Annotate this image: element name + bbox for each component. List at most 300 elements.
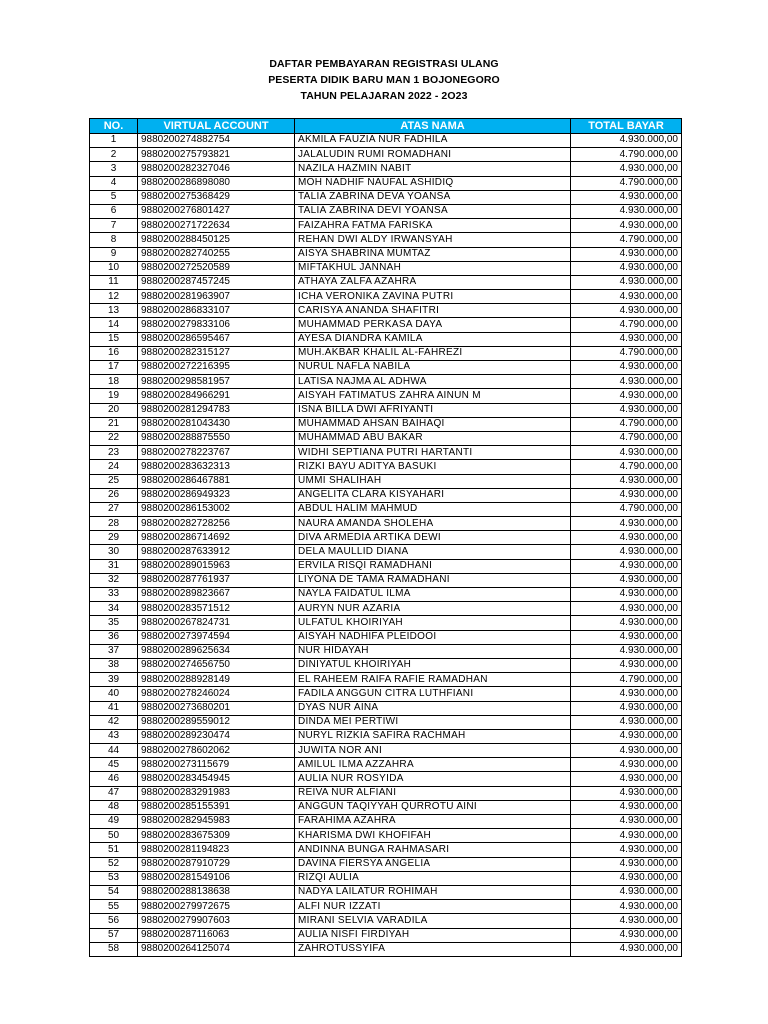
table-row xyxy=(90,786,682,800)
virtual-account-cell: 9880200283454945 xyxy=(138,772,295,786)
name-cell: NURUL NAFLA NABILA xyxy=(295,361,571,375)
virtual-account-cell: 9880200274882754 xyxy=(138,134,295,148)
total-bayar-cell: 4.930.000,00 xyxy=(571,290,682,304)
name-cell: MOH NADHIF NAUFAL ASHIDIQ xyxy=(295,176,571,190)
row-number: 39 xyxy=(90,673,138,687)
row-number: 16 xyxy=(90,346,138,360)
table-row xyxy=(90,162,682,176)
virtual-account-cell: 9880200289230474 xyxy=(138,729,295,743)
virtual-account-cell: 9880200289625634 xyxy=(138,644,295,658)
row-number: 23 xyxy=(90,446,138,460)
document-title xyxy=(0,56,768,104)
row-number: 52 xyxy=(90,857,138,871)
name-cell: AULIA NUR ROSYIDA xyxy=(295,772,571,786)
total-bayar-cell: 4.930.000,00 xyxy=(571,829,682,843)
name-cell: RIZQI AULIA xyxy=(295,871,571,885)
table-row xyxy=(90,914,682,928)
table-row xyxy=(90,928,682,942)
virtual-account-cell: 9880200281294783 xyxy=(138,403,295,417)
name-cell: ANDINNA BUNGA RAHMASARI xyxy=(295,843,571,857)
total-bayar-cell: 4.930.000,00 xyxy=(571,914,682,928)
total-bayar-cell: 4.930.000,00 xyxy=(571,375,682,389)
name-cell: FARAHIMA AZAHRA xyxy=(295,815,571,829)
table-row xyxy=(90,375,682,389)
total-bayar-cell: 4.790.000,00 xyxy=(571,502,682,516)
name-cell: NAZILA HAZMIN NABIT xyxy=(295,162,571,176)
table-row xyxy=(90,290,682,304)
title-line-2: PESERTA DIDIK BARU MAN 1 BOJONEGORO xyxy=(268,74,500,86)
name-cell: NAURA AMANDA SHOLEHA xyxy=(295,517,571,531)
total-bayar-cell: 4.930.000,00 xyxy=(571,928,682,942)
column-header-virtual-account: VIRTUAL ACCOUNT xyxy=(138,119,295,134)
name-cell: CARISYA ANANDA SHAFITRI xyxy=(295,304,571,318)
virtual-account-cell: 9880200278223767 xyxy=(138,446,295,460)
table-row xyxy=(90,871,682,885)
name-cell: AISYA SHABRINA MUMTAZ xyxy=(295,247,571,261)
virtual-account-cell: 9880200281194823 xyxy=(138,843,295,857)
virtual-account-cell: 9880200285155391 xyxy=(138,800,295,814)
name-cell: DIVA ARMEDIA ARTIKA DEWI xyxy=(295,531,571,545)
total-bayar-cell: 4.930.000,00 xyxy=(571,942,682,956)
table-row xyxy=(90,332,682,346)
row-number: 2 xyxy=(90,148,138,162)
virtual-account-cell: 9880200273115679 xyxy=(138,758,295,772)
virtual-account-cell: 9880200288928149 xyxy=(138,673,295,687)
virtual-account-cell: 9880200267824731 xyxy=(138,616,295,630)
name-cell: DELA MAULLID DIANA xyxy=(295,545,571,559)
total-bayar-cell: 4.930.000,00 xyxy=(571,361,682,375)
virtual-account-cell: 9880200287116063 xyxy=(138,928,295,942)
row-number: 40 xyxy=(90,687,138,701)
total-bayar-cell: 4.930.000,00 xyxy=(571,786,682,800)
row-number: 18 xyxy=(90,375,138,389)
name-cell: ANGGUN TAQIYYAH QURROTU AINI xyxy=(295,800,571,814)
row-number: 44 xyxy=(90,744,138,758)
name-cell: LATISA NAJMA AL ADHWA xyxy=(295,375,571,389)
table-row xyxy=(90,204,682,218)
virtual-account-cell: 9880200275793821 xyxy=(138,148,295,162)
virtual-account-cell: 9880200275368429 xyxy=(138,190,295,204)
name-cell: ANGELITA CLARA KISYAHARI xyxy=(295,488,571,502)
virtual-account-cell: 9880200271722634 xyxy=(138,219,295,233)
table-row xyxy=(90,885,682,899)
row-number: 19 xyxy=(90,389,138,403)
row-number: 4 xyxy=(90,176,138,190)
table-row xyxy=(90,233,682,247)
row-number: 8 xyxy=(90,233,138,247)
virtual-account-cell: 9880200283571512 xyxy=(138,602,295,616)
row-number: 47 xyxy=(90,786,138,800)
virtual-account-cell: 9880200281549106 xyxy=(138,871,295,885)
virtual-account-cell: 9880200289559012 xyxy=(138,715,295,729)
name-cell: DINIYATUL KHOIRIYAH xyxy=(295,658,571,672)
total-bayar-cell: 4.930.000,00 xyxy=(571,559,682,573)
total-bayar-cell: 4.930.000,00 xyxy=(571,658,682,672)
name-cell: MUHAMMAD AHSAN BAIHAQI xyxy=(295,417,571,431)
table-row xyxy=(90,474,682,488)
total-bayar-cell: 4.930.000,00 xyxy=(571,715,682,729)
total-bayar-cell: 4.790.000,00 xyxy=(571,318,682,332)
row-number: 20 xyxy=(90,403,138,417)
name-cell: REIVA NUR ALFIANI xyxy=(295,786,571,800)
total-bayar-cell: 4.930.000,00 xyxy=(571,729,682,743)
virtual-account-cell: 9880200288875550 xyxy=(138,431,295,445)
total-bayar-cell: 4.930.000,00 xyxy=(571,701,682,715)
name-cell: TALIA ZABRINA DEVA YOANSA xyxy=(295,190,571,204)
row-number: 49 xyxy=(90,815,138,829)
total-bayar-cell: 4.930.000,00 xyxy=(571,616,682,630)
table-row xyxy=(90,687,682,701)
row-number: 37 xyxy=(90,644,138,658)
row-number: 36 xyxy=(90,630,138,644)
virtual-account-cell: 9880200286595467 xyxy=(138,332,295,346)
total-bayar-cell: 4.930.000,00 xyxy=(571,573,682,587)
row-number: 41 xyxy=(90,701,138,715)
virtual-account-cell: 9880200298581957 xyxy=(138,375,295,389)
total-bayar-cell: 4.930.000,00 xyxy=(571,389,682,403)
table-row xyxy=(90,304,682,318)
table-row xyxy=(90,715,682,729)
virtual-account-cell: 9880200282728256 xyxy=(138,517,295,531)
table-row xyxy=(90,431,682,445)
table-row xyxy=(90,247,682,261)
name-cell: MIFTAKHUL JANNAH xyxy=(295,261,571,275)
row-number: 56 xyxy=(90,914,138,928)
table-row xyxy=(90,517,682,531)
name-cell: AURYN NUR AZARIA xyxy=(295,602,571,616)
row-number: 28 xyxy=(90,517,138,531)
row-number: 27 xyxy=(90,502,138,516)
row-number: 29 xyxy=(90,531,138,545)
name-cell: JALALUDIN RUMI ROMADHANI xyxy=(295,148,571,162)
table-row xyxy=(90,502,682,516)
virtual-account-cell: 9880200279833106 xyxy=(138,318,295,332)
total-bayar-cell: 4.930.000,00 xyxy=(571,247,682,261)
total-bayar-cell: 4.930.000,00 xyxy=(571,474,682,488)
row-number: 26 xyxy=(90,488,138,502)
name-cell: AMILUL ILMA AZZAHRA xyxy=(295,758,571,772)
total-bayar-cell: 4.930.000,00 xyxy=(571,871,682,885)
name-cell: AYESA DIANDRA KAMILA xyxy=(295,332,571,346)
total-bayar-cell: 4.790.000,00 xyxy=(571,431,682,445)
name-cell: AKMILA FAUZIA NUR FADHILA xyxy=(295,134,571,148)
title-line-3: TAHUN PELAJARAN 2022 - 2O23 xyxy=(300,90,468,102)
table-row xyxy=(90,758,682,772)
total-bayar-cell: 4.930.000,00 xyxy=(571,446,682,460)
table-row xyxy=(90,389,682,403)
table-row xyxy=(90,744,682,758)
name-cell: JUWITA NOR ANI xyxy=(295,744,571,758)
row-number: 30 xyxy=(90,545,138,559)
name-cell: MIRANI SELVIA VARADILA xyxy=(295,914,571,928)
table-row xyxy=(90,361,682,375)
name-cell: KHARISMA DWI KHOFIFAH xyxy=(295,829,571,843)
total-bayar-cell: 4.930.000,00 xyxy=(571,488,682,502)
name-cell: ICHA VERONIKA ZAVINA PUTRI xyxy=(295,290,571,304)
row-number: 50 xyxy=(90,829,138,843)
table-body xyxy=(90,134,682,957)
total-bayar-cell: 4.930.000,00 xyxy=(571,885,682,899)
virtual-account-cell: 9880200282327046 xyxy=(138,162,295,176)
table-row xyxy=(90,446,682,460)
row-number: 24 xyxy=(90,460,138,474)
row-number: 57 xyxy=(90,928,138,942)
virtual-account-cell: 9880200287457245 xyxy=(138,275,295,289)
total-bayar-cell: 4.930.000,00 xyxy=(571,602,682,616)
row-number: 10 xyxy=(90,261,138,275)
table-row xyxy=(90,900,682,914)
row-number: 53 xyxy=(90,871,138,885)
payment-table xyxy=(89,118,682,957)
table-row xyxy=(90,772,682,786)
total-bayar-cell: 4.930.000,00 xyxy=(571,204,682,218)
total-bayar-cell: 4.930.000,00 xyxy=(571,304,682,318)
virtual-account-cell: 9880200286949323 xyxy=(138,488,295,502)
table-row xyxy=(90,176,682,190)
virtual-account-cell: 9880200286714692 xyxy=(138,531,295,545)
table-row xyxy=(90,559,682,573)
virtual-account-cell: 9880200276801427 xyxy=(138,204,295,218)
table-row xyxy=(90,275,682,289)
table-row xyxy=(90,843,682,857)
table-row xyxy=(90,346,682,360)
name-cell: WIDHI SEPTIANA PUTRI HARTANTI xyxy=(295,446,571,460)
row-number: 5 xyxy=(90,190,138,204)
total-bayar-cell: 4.930.000,00 xyxy=(571,162,682,176)
column-header-atas-nama: ATAS NAMA xyxy=(295,119,571,134)
total-bayar-cell: 4.790.000,00 xyxy=(571,460,682,474)
virtual-account-cell: 9880200286153002 xyxy=(138,502,295,516)
row-number: 17 xyxy=(90,361,138,375)
virtual-account-cell: 9880200282740255 xyxy=(138,247,295,261)
name-cell: MUH.AKBAR KHALIL AL-FAHREZI xyxy=(295,346,571,360)
row-number: 38 xyxy=(90,658,138,672)
row-number: 7 xyxy=(90,219,138,233)
table-row xyxy=(90,460,682,474)
name-cell: RIZKI BAYU ADITYA BASUKI xyxy=(295,460,571,474)
virtual-account-cell: 9880200279972675 xyxy=(138,900,295,914)
virtual-account-cell: 9880200284966291 xyxy=(138,389,295,403)
row-number: 46 xyxy=(90,772,138,786)
total-bayar-cell: 4.790.000,00 xyxy=(571,673,682,687)
total-bayar-cell: 4.930.000,00 xyxy=(571,772,682,786)
table-row xyxy=(90,148,682,162)
table-row xyxy=(90,829,682,843)
table-header-row xyxy=(90,119,682,134)
total-bayar-cell: 4.930.000,00 xyxy=(571,403,682,417)
name-cell: DYAS NUR AINA xyxy=(295,701,571,715)
name-cell: NUR HIDAYAH xyxy=(295,644,571,658)
virtual-account-cell: 9880200289823667 xyxy=(138,588,295,602)
total-bayar-cell: 4.930.000,00 xyxy=(571,545,682,559)
total-bayar-cell: 4.930.000,00 xyxy=(571,332,682,346)
table-row xyxy=(90,616,682,630)
name-cell: ERVILA RISQI RAMADHANI xyxy=(295,559,571,573)
virtual-account-cell: 9880200278602062 xyxy=(138,744,295,758)
table-row xyxy=(90,942,682,956)
name-cell: DAVINA FIERSYA ANGELIA xyxy=(295,857,571,871)
name-cell: TALIA ZABRINA DEVI YOANSA xyxy=(295,204,571,218)
virtual-account-cell: 9880200287910729 xyxy=(138,857,295,871)
total-bayar-cell: 4.930.000,00 xyxy=(571,744,682,758)
row-number: 21 xyxy=(90,417,138,431)
name-cell: ISNA BILLA DWI AFRIYANTI xyxy=(295,403,571,417)
name-cell: NADYA LAILATUR ROHIMAH xyxy=(295,885,571,899)
virtual-account-cell: 9880200273974594 xyxy=(138,630,295,644)
table-row xyxy=(90,644,682,658)
name-cell: UMMI SHALIHAH xyxy=(295,474,571,488)
name-cell: REHAN DWI ALDY IRWANSYAH xyxy=(295,233,571,247)
name-cell: ALFI NUR IZZATI xyxy=(295,900,571,914)
total-bayar-cell: 4.790.000,00 xyxy=(571,233,682,247)
table-row xyxy=(90,488,682,502)
name-cell: DINDA MEI PERTIWI xyxy=(295,715,571,729)
row-number: 51 xyxy=(90,843,138,857)
table-row xyxy=(90,602,682,616)
title-line-1: DAFTAR PEMBAYARAN REGISTRASI ULANG xyxy=(269,58,499,70)
total-bayar-cell: 4.930.000,00 xyxy=(571,900,682,914)
virtual-account-cell: 9880200278246024 xyxy=(138,687,295,701)
table-row xyxy=(90,588,682,602)
total-bayar-cell: 4.930.000,00 xyxy=(571,815,682,829)
table-row xyxy=(90,573,682,587)
row-number: 1 xyxy=(90,134,138,148)
row-number: 3 xyxy=(90,162,138,176)
table-row xyxy=(90,417,682,431)
virtual-account-cell: 9880200279907603 xyxy=(138,914,295,928)
name-cell: LIYONA DE TAMA RAMADHANI xyxy=(295,573,571,587)
virtual-account-cell: 9880200282945983 xyxy=(138,815,295,829)
virtual-account-cell: 9880200283632313 xyxy=(138,460,295,474)
virtual-account-cell: 9880200287633912 xyxy=(138,545,295,559)
row-number: 58 xyxy=(90,942,138,956)
row-number: 35 xyxy=(90,616,138,630)
row-number: 9 xyxy=(90,247,138,261)
virtual-account-cell: 9880200286898080 xyxy=(138,176,295,190)
virtual-account-cell: 9880200288450125 xyxy=(138,233,295,247)
virtual-account-cell: 9880200286833107 xyxy=(138,304,295,318)
virtual-account-cell: 9880200287761937 xyxy=(138,573,295,587)
total-bayar-cell: 4.930.000,00 xyxy=(571,800,682,814)
virtual-account-cell: 9880200281043430 xyxy=(138,417,295,431)
total-bayar-cell: 4.930.000,00 xyxy=(571,134,682,148)
name-cell: EL RAHEEM RAIFA RAFIE RAMADHAN xyxy=(295,673,571,687)
total-bayar-cell: 4.930.000,00 xyxy=(571,219,682,233)
row-number: 6 xyxy=(90,204,138,218)
virtual-account-cell: 9880200286467881 xyxy=(138,474,295,488)
row-number: 15 xyxy=(90,332,138,346)
table-row xyxy=(90,815,682,829)
name-cell: MUHAMMAD PERKASA DAYA xyxy=(295,318,571,332)
virtual-account-cell: 9880200282315127 xyxy=(138,346,295,360)
name-cell: ZAHROTUSSYIFA xyxy=(295,942,571,956)
name-cell: NURYL RIZKIA SAFIRA RACHMAH xyxy=(295,729,571,743)
table-row xyxy=(90,673,682,687)
total-bayar-cell: 4.930.000,00 xyxy=(571,531,682,545)
table-row xyxy=(90,658,682,672)
name-cell: ATHAYA ZALFA AZAHRA xyxy=(295,275,571,289)
total-bayar-cell: 4.930.000,00 xyxy=(571,275,682,289)
row-number: 45 xyxy=(90,758,138,772)
virtual-account-cell: 9880200288138638 xyxy=(138,885,295,899)
column-header-no: NO. xyxy=(90,119,138,134)
virtual-account-cell: 9880200272520589 xyxy=(138,261,295,275)
total-bayar-cell: 4.790.000,00 xyxy=(571,417,682,431)
table-row xyxy=(90,545,682,559)
total-bayar-cell: 4.930.000,00 xyxy=(571,190,682,204)
row-number: 42 xyxy=(90,715,138,729)
total-bayar-cell: 4.930.000,00 xyxy=(571,261,682,275)
column-header-total-bayar: TOTAL BAYAR xyxy=(571,119,682,134)
total-bayar-cell: 4.930.000,00 xyxy=(571,517,682,531)
total-bayar-cell: 4.930.000,00 xyxy=(571,857,682,871)
name-cell: ULFATUL KHOIRIYAH xyxy=(295,616,571,630)
virtual-account-cell: 9880200264125074 xyxy=(138,942,295,956)
name-cell: ABDUL HALIM MAHMUD xyxy=(295,502,571,516)
name-cell: NAYLA FAIDATUL ILMA xyxy=(295,588,571,602)
name-cell: FAIZAHRA FATMA FARISKA xyxy=(295,219,571,233)
row-number: 11 xyxy=(90,275,138,289)
name-cell: MUHAMMAD ABU BAKAR xyxy=(295,431,571,445)
total-bayar-cell: 4.930.000,00 xyxy=(571,758,682,772)
table-row xyxy=(90,219,682,233)
row-number: 31 xyxy=(90,559,138,573)
name-cell: AISYAH NADHIFA PLEIDOOI xyxy=(295,630,571,644)
virtual-account-cell: 9880200283675309 xyxy=(138,829,295,843)
row-number: 43 xyxy=(90,729,138,743)
table-row xyxy=(90,134,682,148)
row-number: 54 xyxy=(90,885,138,899)
total-bayar-cell: 4.930.000,00 xyxy=(571,644,682,658)
virtual-account-cell: 9880200274656750 xyxy=(138,658,295,672)
virtual-account-cell: 9880200283291983 xyxy=(138,786,295,800)
row-number: 33 xyxy=(90,588,138,602)
row-number: 48 xyxy=(90,800,138,814)
table-row xyxy=(90,630,682,644)
total-bayar-cell: 4.930.000,00 xyxy=(571,630,682,644)
row-number: 14 xyxy=(90,318,138,332)
name-cell: AULIA NISFI FIRDIYAH xyxy=(295,928,571,942)
row-number: 22 xyxy=(90,431,138,445)
table-row xyxy=(90,261,682,275)
virtual-account-cell: 9880200281963907 xyxy=(138,290,295,304)
table-row xyxy=(90,800,682,814)
table-row xyxy=(90,403,682,417)
total-bayar-cell: 4.930.000,00 xyxy=(571,843,682,857)
total-bayar-cell: 4.930.000,00 xyxy=(571,588,682,602)
total-bayar-cell: 4.790.000,00 xyxy=(571,176,682,190)
total-bayar-cell: 4.790.000,00 xyxy=(571,148,682,162)
row-number: 12 xyxy=(90,290,138,304)
row-number: 25 xyxy=(90,474,138,488)
total-bayar-cell: 4.930.000,00 xyxy=(571,687,682,701)
virtual-account-cell: 9880200273680201 xyxy=(138,701,295,715)
row-number: 32 xyxy=(90,573,138,587)
row-number: 34 xyxy=(90,602,138,616)
virtual-account-cell: 9880200289015963 xyxy=(138,559,295,573)
virtual-account-cell: 9880200272216395 xyxy=(138,361,295,375)
row-number: 55 xyxy=(90,900,138,914)
name-cell: AISYAH FATIMATUS ZAHRA AINUN M xyxy=(295,389,571,403)
table-row xyxy=(90,531,682,545)
total-bayar-cell: 4.790.000,00 xyxy=(571,346,682,360)
table-row xyxy=(90,857,682,871)
row-number: 13 xyxy=(90,304,138,318)
name-cell: FADILA ANGGUN CITRA LUTHFIANI xyxy=(295,687,571,701)
table-row xyxy=(90,701,682,715)
table-row xyxy=(90,729,682,743)
table-row xyxy=(90,190,682,204)
